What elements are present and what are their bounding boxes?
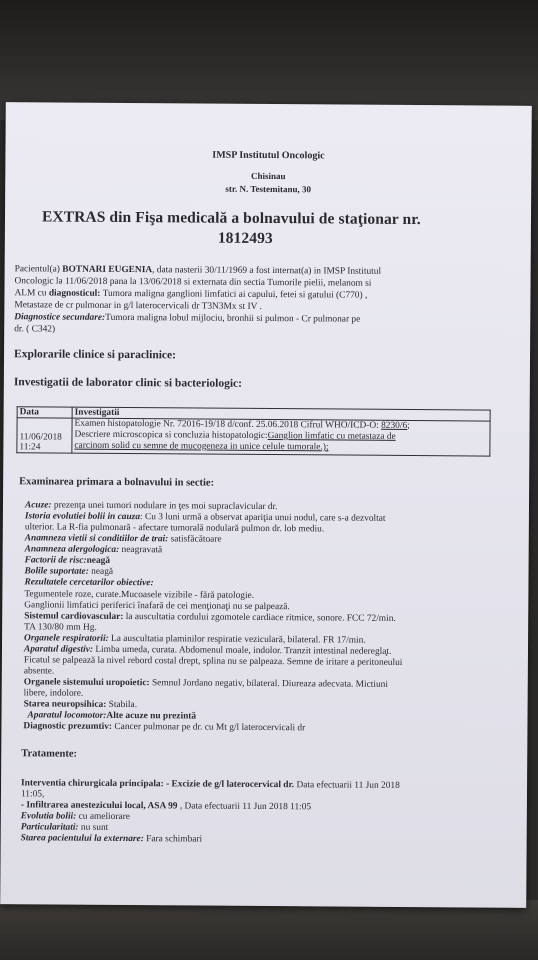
exam-digestiv-3: absente. xyxy=(23,666,55,677)
table-header-investigatii: Investigatii xyxy=(72,407,490,421)
background-bottom xyxy=(0,900,538,960)
institution-name: IMSP Institutul Oncologic xyxy=(212,149,325,162)
exam-factori-risc: Factorii de risc:neagă xyxy=(24,555,111,566)
patient-name: BOTNARI EUGENIA xyxy=(62,264,153,276)
section-laborator: Investigatii de laborator clinic si bacteriologic: xyxy=(13,376,243,390)
document-title: EXTRAS din Fişa medicală a bolnavului de staţionar nr. xyxy=(41,208,421,229)
exam-uropoietic-2: libere, indolore. xyxy=(23,688,84,699)
intro-line-6: dr. ( C342) xyxy=(14,324,56,335)
exam-anamneza-alergologica: Anamneza alergologica: neagravată xyxy=(24,544,163,556)
table-row xyxy=(17,418,490,456)
exam-digestiv: Aparatul digestiv: Limba umeda, curata. Abdomenul moale, indolor. Tranzit intestinal nederegla̧t. xyxy=(23,644,392,657)
exam-locomotor: Aparatul locomotor:Alte acuze nu prezintă xyxy=(27,710,197,722)
intro-line-5: Diagnostice secundare:Tumora maligna lobul mijlociu, bronhii si pulmon - Cr pulmonar pe xyxy=(14,312,361,325)
table-header-date: Data xyxy=(17,407,72,418)
intro-line-1: Pacientul(a) BOTNARI EUGENIA, data nasterii 30/11/1969 a fost internat(a) in IMSP Institutul xyxy=(14,264,382,277)
tratament-interventie-ora: 11:05, xyxy=(20,789,45,800)
record-number: 1812493 xyxy=(217,229,273,248)
intro-line-4: Metastaze de cr pulmonar in g/l laterocervicali dr T3N3Mx st IV . xyxy=(14,300,262,312)
exam-rezultate: Rezultatele cercetarilor obiective: xyxy=(24,577,154,589)
section-examinare: Examinarea primara a bolnavului in sectie: xyxy=(19,476,215,489)
tratament-interventie: Interventia chirurgicala principala: - Excizie de g/l laterocervical dr. Data efectuarii 11 Jun 2018 xyxy=(21,778,400,791)
tratament-evolutia: Evolutia bolii: cu ameliorare xyxy=(20,811,130,823)
document-page xyxy=(0,102,532,908)
table-cell-investigatii: Examen histopatologie Nr. 72016-19/18 d/conf. 25.06.2018 Cifrul WHO/ICD-O: 8230/6; Descriere microscopica si concluzia histopatologic:Ganglion limfatic cu metastaza de carcinom solid cu semne de mucogeneza in unice celule tumorale.); xyxy=(72,418,490,456)
exam-istoria: Istoria evolutiei bolii in cauza: Cu 3 luni urmă a observat apariţia unui nodul, care s-a dezvoltat xyxy=(24,511,386,524)
tratament-particularitati: Particularitati: nu sunt xyxy=(20,822,109,833)
intro-line-3: ALM cu diagnosticul: Tumora maligna ganglioni limfatici ai capului, fetei si gatului (C770) , xyxy=(14,288,368,301)
exam-digestiv-2: Ficatul se palpează la nivel rebord costal drept, splina nu se palpeaza. Semne de iritare a peritoneului xyxy=(23,655,403,668)
exam-ganglioni: Ganglionii limfatici periferici înafară de cei menţionaţi nu se palpează. xyxy=(24,600,290,613)
exam-bolile-suportate: Bolile suportate: neagă xyxy=(24,566,114,577)
exam-uropoietic: Organele sistemului uropoietic: Semnul Jordano negativ, bilateral. Diureaza adecvata. Mictiuni xyxy=(23,677,389,690)
exam-respiratorii: Organele respiratorii: La auscultatia plaminilor respiratie veziculară, bilateral. FR 17/min. xyxy=(24,633,366,646)
exam-tegumente: Tegumentele roze, curate.Mucoasele vizibile - fără patologie. xyxy=(24,589,255,601)
exam-diagnostic-prezumtiv: Diagnostic prezumtiv: Cancer pulmonar pe dr. cu Mt g/l laterocervicali dr xyxy=(23,721,306,734)
tratament-stare-externare: Starea pacientului la externare: Fara schimbari xyxy=(20,833,203,845)
exam-cardiovascular: Sistemul cardiovascular: la auscultatia cordului zgomotele cardiace ritmice, sonore. FCC 72/min. xyxy=(24,611,396,624)
intro-line-2: Oncologic la 11/06/2018 pana la 13/06/2018 si externata din sectia Tumorile pielii, melanom si xyxy=(14,276,372,289)
exam-ta: TA 130/80 mm Hg. xyxy=(24,622,97,633)
exam-neuropsihica: Starea neuropsihica: Stabila. xyxy=(23,699,138,711)
section-tratamente: Tratamente: xyxy=(21,748,78,760)
exam-istoria-2: ulterior. La R-fia pulmonară - afectare tumorală nodulară pulmon dr. lob mediu. xyxy=(24,522,325,535)
tratament-infiltrare: - Infiltrarea anestezicului local, ASA 99 , Data efectuarii 11 Jun 2018 11:05 xyxy=(20,800,312,813)
exam-acuze: Acuze: prezenţa unei tumori nodulare in ţes moi supraclavicular dr. xyxy=(24,500,278,513)
table-cell-date: 11/06/2018 11:24 xyxy=(17,418,72,453)
investigations-table xyxy=(16,406,490,456)
exam-anamneza-vietii: Anamneza vietii si conditiilor de trai: satisfăcătoare xyxy=(24,533,222,545)
city: Chisinau xyxy=(250,170,286,182)
section-explorari: Explorarile clinice si paraclinice: xyxy=(14,348,177,362)
address: str. N. Testemitanu, 30 xyxy=(225,183,312,195)
